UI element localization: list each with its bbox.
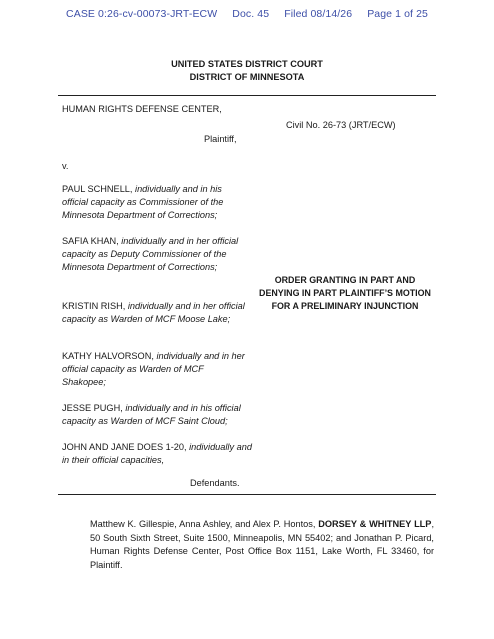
order-title-line: FOR A PRELIMINARY INJUNCTION xyxy=(271,301,419,311)
defendant-name: PAUL SCHNELL, xyxy=(62,184,133,194)
defendants-role: Defendants. xyxy=(190,478,240,488)
defendant-2 xyxy=(62,235,247,274)
plaintiff-name: HUMAN RIGHTS DEFENSE CENTER, xyxy=(62,104,222,114)
counsel-names: Matthew K. Gillespie, Anna Ashley, and Alex P. Hontos, xyxy=(90,519,319,529)
defendant-5 xyxy=(62,402,252,428)
defendant-6 xyxy=(62,441,252,467)
order-title-line: DENYING IN PART PLAINTIFF’S MOTION xyxy=(259,288,431,298)
caption-bottom-rule xyxy=(58,494,436,495)
defendant-4 xyxy=(62,350,247,389)
court-name: UNITED STATES DISTRICT COURT xyxy=(171,59,323,69)
defendant-name: KRISTIN RISH, xyxy=(62,301,126,311)
caption-top-rule xyxy=(58,95,436,96)
defendant-name: JESSE PUGH, xyxy=(62,403,123,413)
defendant-name: SAFIA KHAN, xyxy=(62,236,119,246)
versus: v. xyxy=(62,161,69,171)
filed-date: Filed 08/14/26 xyxy=(284,8,353,20)
ecf-header-stamp xyxy=(0,8,494,20)
defendant-3 xyxy=(62,300,247,326)
defendant-capacity: individually and in their official capacities, xyxy=(62,442,252,465)
defendant-name: JOHN AND JANE DOES 1-20, xyxy=(62,442,187,452)
order-title xyxy=(252,274,438,313)
defendant-capacity: individually and in his official capacity as Commissioner of the Minnesota Department of Corrections; xyxy=(62,184,224,220)
order-title-line: ORDER GRANTING IN PART AND xyxy=(274,275,416,285)
court-heading xyxy=(0,58,494,84)
plaintiff-role: Plaintiff, xyxy=(204,134,237,144)
document-number: Doc. 45 xyxy=(232,8,270,20)
defendant-capacity: individually and in her official capacity as Deputy Commissioner of the Minnesota Department of Corrections; xyxy=(62,236,239,272)
defendant-capacity: individually and in her official capacity as Warden of MCF Moose Lake; xyxy=(62,301,245,324)
defendant-capacity: individually and in her official capacity as Warden of MCF Shakopee; xyxy=(62,351,245,387)
defendant-name: KATHY HALVORSON, xyxy=(62,351,154,361)
law-firm-name: DORSEY & WHITNEY LLP xyxy=(318,519,432,529)
civil-number: Civil No. 26-73 (JRT/ECW) xyxy=(286,120,396,130)
counsel-appearance xyxy=(90,518,434,572)
defendant-capacity: individually and in his official capacity as Warden of MCF Saint Cloud; xyxy=(62,403,241,426)
court-district: DISTRICT OF MINNESOTA xyxy=(189,72,305,82)
page-indicator: Page 1 of 25 xyxy=(367,8,428,20)
defendant-1 xyxy=(62,183,247,222)
case-number: CASE 0:26-cv-00073-JRT-ECW xyxy=(66,8,218,20)
counsel-address: , 50 South Sixth Street, Suite 1500, Minneapolis, MN 55402; and Jonathan P. Picard, Human Rights Defense Center, Post Office Box 1151, Lake Worth, FL 33460, for Plaintiff. xyxy=(90,519,434,570)
